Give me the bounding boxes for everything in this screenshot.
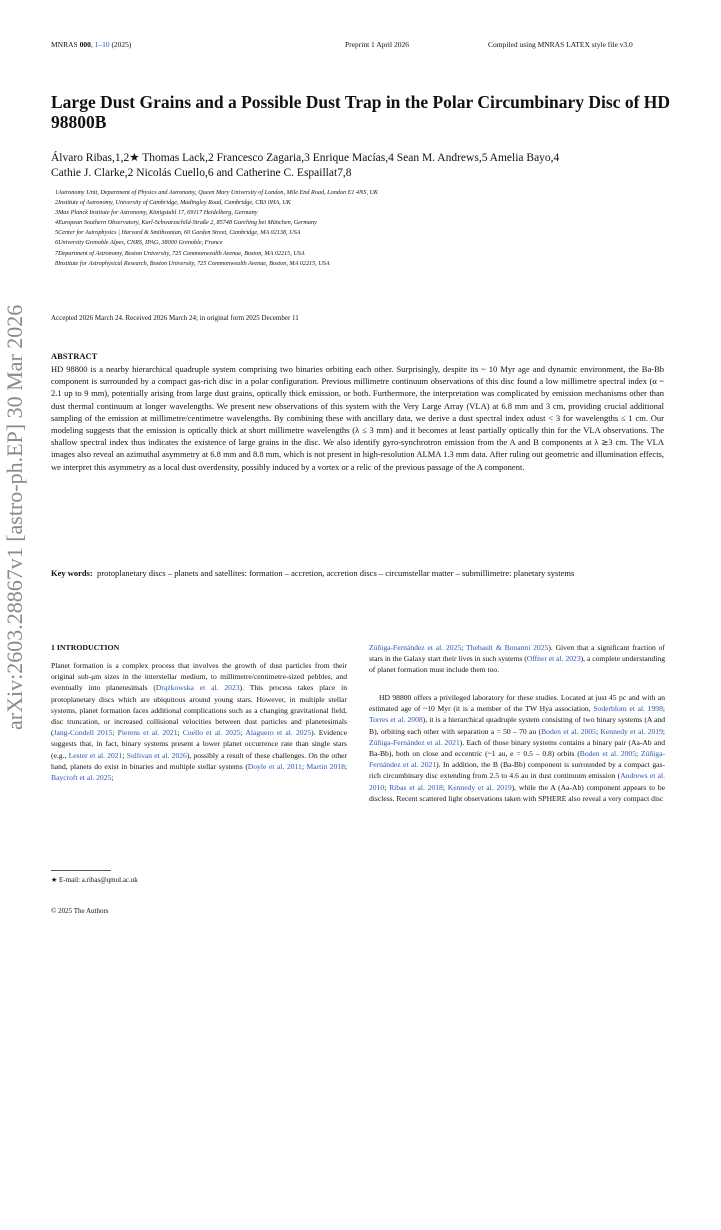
body-text: ; [442,782,448,792]
body-text: ). Each of those binary systems contains a binary pair (Aa-Ab and Ba-Bb), both on close and eccentric (~1 au, e = 0.5 – 0.8) orbits ( [369,737,665,759]
citation-link[interactable]: Kennedy et al. 2019 [447,782,512,792]
body-text: ; [301,761,307,771]
accepted-dates: Accepted 2026 March 24. Received 2026 March 24; in original form 2025 December 11 [51,314,299,322]
affiliation: 3Max Planck Institute for Astronomy, Königstuhl 17, 69117 Heidelberg, Germany [55,209,258,217]
body-text: ; [662,704,665,714]
citation-link[interactable]: Thebault & Bonanni 2025 [466,643,549,652]
citation-link[interactable]: Ribas et al. 2018 [389,782,443,792]
abstract-text: HD 98800 is a nearby hierarchical quadruple system comprising two binaries orbiting each other. Surprisingly, despite its ~ 10 Myr age and dynamic environment, the Ba-Bb component is surrounded by a compact gas-rich disc in a polar configuration. Previous millimetre continuum observations of this disc found a low millimetre spectral index (α ~ 2.1 up to 9 mm), potentially arising from large dust grains, optically thick emission, or both. Furthermore, the interpretation was complicated by emission mechanisms other than dust thermal continuum at longer wavelengths. We present new observations of this system with the Very Large Array (VLA) at 6.8 mm and 3 cm, providing crucial additional sampling of the emission at millimetre/centimetre wavelengths. By combining these with ancillary data, we derive a dust spectral index αdust < 3 for wavelengths ≤ 1 cm. Our modeling suggests that the emission is optically thick at short millimetre wavelengths (λ ≤ 3 mm) and it becomes at least partially optically thin for the VLA observations. The shallow spectral index thus indicates the existence of large grains in the disc. We also identify gyro-synchrotron emission from the A and B components at λ ≳3 cm. The VLA images also reveal an azimuthal asymmetry at 6.8 mm and 8.8 mm, which is not present in high-resolution ALMA 1.3 mm data. After ruling out geometric and illumination effects, we interpret this asymmetry as a local dust overdensity, possibly induced by a vortex or a relic of the previous passage of the A component. [51,364,664,472]
keywords [51,567,664,579]
paper-title: Large Dust Grains and a Possible Dust Trap in the Polar Circumbinary Disc of HD 98800B [51,92,671,132]
body-text: ). Evidence suggests that, in fact, binary systems present a lower planet occurrence rate than single stars (e.g., [51,728,347,760]
intro-paragraph-continued [369,642,665,676]
citation-link[interactable]: Andrews et al. 2010 [369,771,665,792]
affiliation: 2Institute of Astronomy, University of Cambridge, Madingley Road, Cambridge, CB3 0HA, UK [55,199,291,207]
citation-link[interactable]: Drążkowska et al. 2023 [155,683,240,693]
citation-link[interactable]: Zúñiga-Fernández et al. 2021 [369,749,665,770]
body-text: ), it is a hierarchical quadruple system consisting of two binary systems (A and B), orbiting each other with separation a = 50 – 70 au ( [369,715,666,736]
body-text: ). In addition, the B (Ba-Bb) component is surrounded by a compact gas-rich circumbinary disc extending from 2.5 to 4.6 au in dust continuum emission ( [369,760,665,781]
citation-link[interactable]: Offner et al. 2023 [526,654,581,664]
abstract-heading: ABSTRACT [51,351,98,361]
affiliation: 4European Southern Observatory, Karl-Schwarzschild-Straße 2, 85748 Garching bei München, Germany [55,219,317,227]
body-text: ; [595,726,601,736]
keywords-label: Key words: [51,568,93,578]
citation-link[interactable]: Zúñiga-Fernández et al. 2021 [369,737,460,747]
body-text: ), possibly a result of these challenges. On the other hand, planets do exist in binaries and multiple stellar systems ( [51,750,348,771]
author-line-2: Cathie J. Clarke,2 Nicolás Cuello,6 and Catherine C. Espaillat7,8 [51,167,352,179]
author-line-1: Álvaro Ribas,1,2★ Thomas Lack,2 Francesco Zagaria,3 Enrique Macías,4 Sean M. Andrews,5 Amelia Bayo,4 [51,152,560,164]
affiliation: 7Department of Astronomy, Boston University, 725 Commonwealth Avenue, Boston, MA 02215, USA [55,249,305,257]
citation-link[interactable]: Zúñiga-Fernández et al. 2025 [369,643,462,652]
body-text: HD 98800 offers a privileged laboratory for these studies. Located at just 45 pc and with an estimated age of ~10 Myr (it is a member of the TW Hya association, [369,693,665,714]
running-header-center: Preprint 1 April 2026 [345,40,409,49]
citation-link[interactable]: Lester et al. 2021 [68,750,123,760]
body-text: ). This process takes place in protoplanetary discs which are ubiquitous around young stars. However, in multiple stellar systems, planet formation faces additional complications such as a changing gravitational field, disc truncation, or increased collisional velocities between dust particles and planetesimals ( [51,683,347,738]
affiliation: 1Astronomy Unit, Department of Physics and Astronomy, Queen Mary University of London, Mile End Road, London E1 4NS, UK [55,189,379,196]
citation-link[interactable]: Alaguero et al. 2025 [245,728,312,738]
affiliation: 6University Grenoble Alpes, CNRS, IPAG, 38000 Grenoble, France [55,239,223,247]
body-text: ; [344,761,347,771]
body-text: ; [384,782,390,792]
affiliation: 5Center for Astrophysics | Harvard & Smithsonian, 60 Garden Street, Cambridge, MA 02138, USA [55,229,301,237]
running-header-left: MNRAS 000, 1–10 (2025) [51,40,132,49]
body-text: ; [240,728,246,738]
body-text: ; [111,773,114,783]
body-text: ; [112,728,118,738]
keywords-text: protoplanetary discs – planets and satellites: formation – accretion, accretion discs – circumstellar matter – submillimetre: planetary systems [97,568,575,578]
citation-link[interactable]: Pierens et al. 2021 [117,728,178,738]
body-text: ), while the A (Aa-Ab) component appears to be discless. Recent scattered light observations taken with SPHERE also reveal a very compact disc [369,782,666,803]
citation-link[interactable]: Cuello et al. 2025 [182,728,241,738]
body-text: ; [636,749,641,759]
copyright-notice: © 2025 The Authors [51,907,109,915]
intro-paragraph-1 [51,660,347,783]
body-text: ; [662,726,666,736]
page-range-link[interactable]: 1–10 [94,40,110,49]
footnote-email: ★ E-mail: a.ribas@qmul.ac.uk [51,876,138,884]
body-text: ), a complete understanding of planet formation must include them too. [369,654,665,675]
citation-link[interactable]: Doyle et al. 2011 [247,761,302,771]
footnote-rule [51,870,111,871]
intro-paragraph-2 [369,692,665,804]
citation-link[interactable]: Sullivan et al. 2026 [126,750,187,760]
body-text: ; [461,643,467,652]
section-heading-introduction: 1 INTRODUCTION [51,643,120,652]
citation-link[interactable]: Torres et al. 2008 [369,715,423,725]
body-text: Planet formation is a complex process that involves the growth of dust particles from their original sub-μm sizes in the interstellar medium, to millimetre/centimetre-sized pebbles, and eventually into planetesimals ( [51,661,347,693]
citation-link[interactable]: Boden et al. 2005 [579,749,637,759]
citation-link[interactable]: Jang-Condell 2015 [53,728,113,738]
citation-link[interactable]: Boden et al. 2005 [541,726,596,736]
arxiv-sidebar [2,304,62,1230]
body-text: ). Given that a significant fraction of stars in the Galaxy start their lives in such systems ( [369,643,666,664]
citation-link[interactable]: Soderblom et al. 1998 [593,704,663,714]
arxiv-identifier: arXiv:2603.28867v1 [astro-ph.EP] 30 Mar 2026 [2,304,27,730]
body-text: ; [177,728,183,738]
citation-link[interactable]: Martin 2018 [306,761,345,771]
running-header-right: Compiled using MNRAS LATEX style file v3.0 [488,40,633,49]
affiliation: 8Institute for Astrophysical Research, Boston University, 725 Commonwealth Avenue, Boston, MA 02215, USA [55,259,330,267]
citation-link[interactable]: Kennedy et al. 2019 [600,726,663,736]
citation-link[interactable]: Baycroft et al. 2025 [51,773,112,783]
affiliations [55,188,675,269]
body-text: ; [122,750,127,760]
author-list [51,151,687,181]
